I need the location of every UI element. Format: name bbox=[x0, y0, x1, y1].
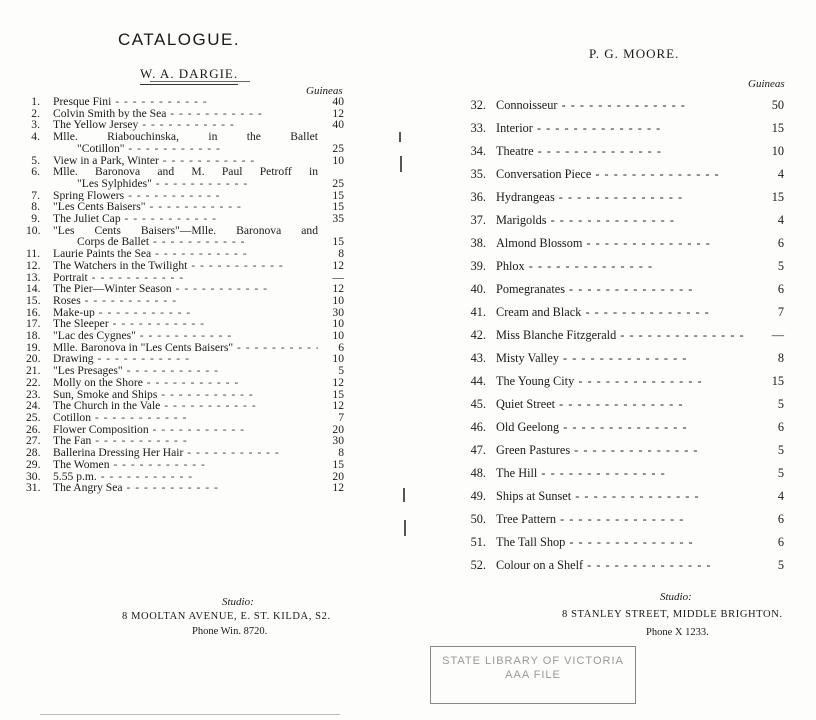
item-price: 5 bbox=[777, 558, 784, 572]
list-item bbox=[26, 412, 344, 424]
item-title: Presque Fini - - bbox=[53, 96, 318, 108]
item-title: Laurie Paints the Sea - - bbox=[53, 248, 318, 260]
item-title: The Sleeper - - bbox=[53, 318, 318, 330]
item-price: 50 bbox=[771, 98, 784, 112]
list-item bbox=[26, 330, 344, 342]
item-number: 12. bbox=[26, 258, 41, 272]
item-number: 21. bbox=[26, 364, 41, 378]
heading-underline bbox=[150, 81, 250, 82]
item-price: 8 bbox=[338, 446, 344, 460]
item-price: 5 bbox=[338, 364, 344, 378]
catalogue-list-moore bbox=[466, 96, 784, 579]
item-number: 6. bbox=[31, 165, 40, 179]
item-price: 4 bbox=[777, 167, 784, 181]
item-price: 12 bbox=[332, 399, 344, 413]
list-item bbox=[26, 365, 344, 377]
item-title: Connoisseur - - bbox=[496, 96, 756, 114]
item-price: 40 bbox=[332, 95, 344, 108]
item-number: 22. bbox=[26, 375, 41, 389]
item-title: "Lac des Cygnes" - - bbox=[53, 330, 318, 342]
item-title: Cotillon - - bbox=[53, 412, 318, 424]
list-item bbox=[26, 166, 344, 189]
item-title: 5.55 p.m. - - bbox=[53, 471, 318, 483]
item-price: 20 bbox=[332, 469, 344, 483]
list-item bbox=[26, 435, 344, 447]
item-title-line-2: Corps de Ballet - - bbox=[53, 236, 318, 248]
list-item bbox=[466, 303, 784, 326]
item-price: — bbox=[771, 328, 784, 342]
list-item bbox=[466, 372, 784, 395]
list-item bbox=[466, 96, 784, 119]
item-price: 12 bbox=[332, 106, 344, 120]
item-number: 8. bbox=[31, 200, 40, 214]
item-number: 37. bbox=[470, 213, 486, 227]
studio-label-left: Studio: bbox=[222, 596, 254, 608]
item-price: 4 bbox=[777, 213, 784, 227]
fold-mark-2 bbox=[400, 156, 402, 172]
bottom-rule-left bbox=[40, 714, 340, 715]
item-price: 25 bbox=[332, 176, 344, 190]
artist-name-moore: P. G. MOORE. bbox=[589, 46, 680, 61]
item-title: Flower Composition - - bbox=[53, 424, 318, 436]
list-item bbox=[26, 225, 344, 248]
item-price: 30 bbox=[332, 305, 344, 319]
item-title: Pomegranates - - bbox=[496, 280, 756, 298]
list-item bbox=[466, 556, 784, 579]
fold-mark-1 bbox=[399, 132, 401, 142]
item-price: 10 bbox=[332, 352, 344, 366]
item-price: 20 bbox=[332, 422, 344, 436]
item-price: 8 bbox=[338, 247, 344, 261]
item-number: 10. bbox=[26, 223, 41, 237]
artist-name-dargie: W. A. DARGIE. bbox=[140, 66, 238, 85]
item-price: 4 bbox=[777, 489, 784, 503]
item-title: The Fan - - bbox=[53, 435, 318, 447]
catalogue-heading: CATALOGUE. bbox=[118, 30, 241, 49]
item-price: 10 bbox=[332, 329, 344, 343]
item-price: — bbox=[332, 270, 344, 284]
item-title: Spring Flowers - - bbox=[53, 190, 318, 202]
item-number: 23. bbox=[26, 387, 41, 401]
item-price: 5 bbox=[777, 397, 784, 411]
studio-phone-right: Phone X 1233. bbox=[646, 627, 709, 638]
item-title bbox=[53, 225, 318, 248]
item-number: 40. bbox=[470, 282, 486, 296]
list-item bbox=[26, 447, 344, 459]
list-item bbox=[26, 283, 344, 295]
list-item bbox=[26, 260, 344, 272]
item-number: 18. bbox=[26, 329, 41, 343]
list-item bbox=[26, 190, 344, 202]
item-title: Ballerina Dressing Her Hair - - bbox=[53, 447, 318, 459]
list-item bbox=[26, 389, 344, 401]
item-price: 10 bbox=[332, 317, 344, 331]
item-price: 15 bbox=[771, 190, 784, 204]
item-number: 28. bbox=[26, 446, 41, 460]
list-item bbox=[26, 213, 344, 225]
item-number: 52. bbox=[470, 558, 486, 572]
item-price: 12 bbox=[332, 258, 344, 272]
item-price: 15 bbox=[771, 121, 784, 135]
item-number: 25. bbox=[26, 410, 41, 424]
list-item bbox=[26, 119, 344, 131]
list-item bbox=[26, 155, 344, 167]
list-item bbox=[466, 441, 784, 464]
item-title: The Women - - bbox=[53, 459, 318, 471]
item-number: 26. bbox=[26, 422, 41, 436]
item-title: Miss Blanche Fitzgerald - - bbox=[496, 326, 756, 344]
item-title bbox=[53, 131, 318, 154]
list-item bbox=[26, 272, 344, 284]
item-price: 6 bbox=[777, 512, 784, 526]
list-item bbox=[466, 487, 784, 510]
list-item bbox=[26, 400, 344, 412]
item-price: 7 bbox=[338, 410, 344, 424]
stamp-line-2: AAA FILE bbox=[505, 669, 561, 681]
item-number: 9. bbox=[31, 212, 40, 226]
item-number: 14. bbox=[26, 282, 41, 296]
item-price: 35 bbox=[332, 212, 344, 226]
item-number: 7. bbox=[31, 188, 40, 202]
fold-mark-4 bbox=[404, 520, 406, 536]
list-item bbox=[26, 108, 344, 120]
item-number: 32. bbox=[470, 98, 486, 112]
list-item bbox=[26, 353, 344, 365]
fold-mark-3 bbox=[403, 488, 405, 502]
list-item bbox=[26, 459, 344, 471]
item-title: The Young City - - bbox=[496, 372, 756, 390]
item-number: 2. bbox=[31, 106, 40, 120]
list-item bbox=[466, 211, 784, 234]
item-title: Interior - - bbox=[496, 119, 756, 137]
item-title-line-2: "Les Sylphides" - - bbox=[53, 178, 318, 190]
item-price: 10 bbox=[332, 293, 344, 307]
item-title: Phlox - - bbox=[496, 257, 756, 275]
list-item bbox=[466, 280, 784, 303]
item-number: 46. bbox=[470, 420, 486, 434]
item-number: 33. bbox=[470, 121, 486, 135]
list-item bbox=[26, 201, 344, 213]
item-number: 35. bbox=[470, 167, 486, 181]
item-number: 27. bbox=[26, 434, 41, 448]
item-number: 17. bbox=[26, 317, 41, 331]
item-price: 8 bbox=[777, 351, 784, 365]
item-price: 7 bbox=[777, 305, 784, 319]
item-price: 30 bbox=[332, 434, 344, 448]
stamp-line-1: STATE LIBRARY OF VICTORIA bbox=[442, 655, 624, 667]
item-title: Sun, Smoke and Ships - - bbox=[53, 389, 318, 401]
item-title-line-1: Mlle. Riabouchinska, in the Ballet bbox=[53, 131, 318, 144]
list-item bbox=[466, 119, 784, 142]
item-title: Almond Blossom - - bbox=[496, 234, 756, 252]
item-price: 10 bbox=[332, 153, 344, 167]
item-number: 24. bbox=[26, 399, 41, 413]
item-title: Hydrangeas - - bbox=[496, 188, 756, 206]
guineas-header-right: Guineas bbox=[748, 78, 785, 90]
item-number: 5. bbox=[31, 153, 40, 167]
item-title: Green Pastures - - bbox=[496, 441, 756, 459]
item-price: 6 bbox=[338, 340, 344, 354]
list-item bbox=[466, 257, 784, 280]
item-price: 6 bbox=[777, 236, 784, 250]
list-item bbox=[26, 424, 344, 436]
list-item bbox=[26, 377, 344, 389]
item-number: 11. bbox=[26, 247, 41, 261]
item-number: 34. bbox=[470, 144, 486, 158]
library-stamp bbox=[430, 646, 636, 704]
studio-label-right: Studio: bbox=[660, 591, 692, 603]
item-price: 15 bbox=[332, 235, 344, 249]
list-item bbox=[26, 248, 344, 260]
item-price: 5 bbox=[777, 259, 784, 273]
item-price: 25 bbox=[332, 141, 344, 155]
item-price: 12 bbox=[332, 375, 344, 389]
item-price: 6 bbox=[777, 282, 784, 296]
list-item bbox=[26, 96, 344, 108]
list-item bbox=[466, 142, 784, 165]
item-title: The Pier—Winter Season - - bbox=[53, 283, 318, 295]
list-item bbox=[26, 471, 344, 483]
list-item bbox=[26, 318, 344, 330]
list-item bbox=[26, 295, 344, 307]
item-title: Make-up - - bbox=[53, 307, 318, 319]
list-item bbox=[466, 418, 784, 441]
list-item bbox=[26, 307, 344, 319]
item-number: 3. bbox=[31, 118, 40, 132]
item-title-line-1: "Les Cents Baisers"—Mlle. Baronova and bbox=[53, 224, 318, 237]
item-title: Roses - - bbox=[53, 295, 318, 307]
item-title: Old Geelong - - bbox=[496, 418, 756, 436]
item-price: 15 bbox=[332, 457, 344, 471]
item-title: Ships at Sunset - - bbox=[496, 487, 756, 505]
item-number: 31. bbox=[26, 481, 41, 495]
item-title bbox=[53, 166, 318, 189]
list-item bbox=[466, 188, 784, 211]
item-number: 51. bbox=[470, 535, 486, 549]
item-number: 36. bbox=[470, 190, 486, 204]
item-price: 15 bbox=[332, 200, 344, 214]
item-number: 47. bbox=[470, 443, 486, 457]
guineas-header-left: Guineas bbox=[306, 85, 343, 97]
item-number: 41. bbox=[470, 305, 486, 319]
list-item bbox=[466, 349, 784, 372]
item-price: 6 bbox=[777, 535, 784, 549]
list-item bbox=[26, 131, 344, 154]
item-title: The Juliet Cap - - bbox=[53, 213, 318, 225]
list-item bbox=[466, 234, 784, 257]
item-number: 50. bbox=[470, 512, 486, 526]
item-price: 40 bbox=[332, 118, 344, 132]
item-title: The Church in the Vale - - bbox=[53, 400, 318, 412]
item-number: 48. bbox=[470, 466, 486, 480]
item-title: Cream and Black - - bbox=[496, 303, 756, 321]
item-title: Misty Valley - - bbox=[496, 349, 756, 367]
studio-address-right: 8 STANLEY STREET, MIDDLE BRIGHTON. bbox=[562, 609, 783, 620]
item-title-line-1: Mlle. Baronova and M. Paul Petroff in bbox=[53, 166, 318, 179]
item-number: 30. bbox=[26, 469, 41, 483]
list-item bbox=[466, 165, 784, 188]
item-title: The Hill - - bbox=[496, 464, 756, 482]
item-number: 39. bbox=[470, 259, 486, 273]
item-title: "Les Cents Baisers" - - bbox=[53, 201, 318, 213]
item-title: Tree Pattern - - bbox=[496, 510, 756, 528]
list-item bbox=[466, 326, 784, 349]
item-number: 19. bbox=[26, 340, 41, 354]
item-title: Conversation Piece - - bbox=[496, 165, 756, 183]
item-title: The Tall Shop - - bbox=[496, 533, 756, 551]
studio-phone-left: Phone Win. 8720. bbox=[192, 626, 268, 637]
item-title: The Angry Sea - - bbox=[53, 482, 318, 494]
item-price: 12 bbox=[332, 481, 344, 495]
list-item bbox=[466, 510, 784, 533]
list-item bbox=[466, 395, 784, 418]
item-title: Marigolds - - bbox=[496, 211, 756, 229]
item-number: 42. bbox=[470, 328, 486, 342]
item-title: Drawing - - bbox=[53, 353, 318, 365]
item-title: Quiet Street - - bbox=[496, 395, 756, 413]
list-item bbox=[466, 533, 784, 556]
catalogue-list-dargie bbox=[26, 96, 344, 494]
item-number: 45. bbox=[470, 397, 486, 411]
item-number: 13. bbox=[26, 270, 41, 284]
item-title: "Les Presages" - - bbox=[53, 365, 318, 377]
item-number: 15. bbox=[26, 293, 41, 307]
list-item bbox=[26, 342, 344, 354]
item-price: 5 bbox=[777, 443, 784, 457]
item-title: Mlle. Baronova in "Les Cents Baisers" - - bbox=[53, 342, 318, 354]
item-title: Theatre - - bbox=[496, 142, 756, 160]
item-price: 6 bbox=[777, 420, 784, 434]
item-title: View in a Park, Winter - - bbox=[53, 155, 318, 167]
list-item bbox=[26, 482, 344, 494]
studio-address-left: 8 MOOLTAN AVENUE, E. ST. KILDA, S2. bbox=[122, 611, 331, 622]
list-item bbox=[466, 464, 784, 487]
item-title: Molly on the Shore - - bbox=[53, 377, 318, 389]
item-number: 29. bbox=[26, 457, 41, 471]
item-number: 43. bbox=[470, 351, 486, 365]
item-price: 15 bbox=[771, 374, 784, 388]
item-title: Portrait - - bbox=[53, 272, 318, 284]
item-number: 44. bbox=[470, 374, 486, 388]
item-price: 15 bbox=[332, 188, 344, 202]
item-title: The Yellow Jersey - - bbox=[53, 119, 318, 131]
item-price: 15 bbox=[332, 387, 344, 401]
item-number: 49. bbox=[470, 489, 486, 503]
item-number: 1. bbox=[31, 95, 40, 108]
item-number: 4. bbox=[31, 130, 40, 144]
item-title: Colvin Smith by the Sea - - bbox=[53, 108, 318, 120]
item-price: 10 bbox=[771, 144, 784, 158]
item-number: 16. bbox=[26, 305, 41, 319]
item-number: 20. bbox=[26, 352, 41, 366]
item-title: The Watchers in the Twilight - - bbox=[53, 260, 318, 272]
item-price: 12 bbox=[332, 282, 344, 296]
item-title: Colour on a Shelf - - bbox=[496, 556, 756, 574]
item-title-line-2: "Cotillon" - - bbox=[53, 143, 318, 155]
item-number: 38. bbox=[470, 236, 486, 250]
item-price: 5 bbox=[777, 466, 784, 480]
